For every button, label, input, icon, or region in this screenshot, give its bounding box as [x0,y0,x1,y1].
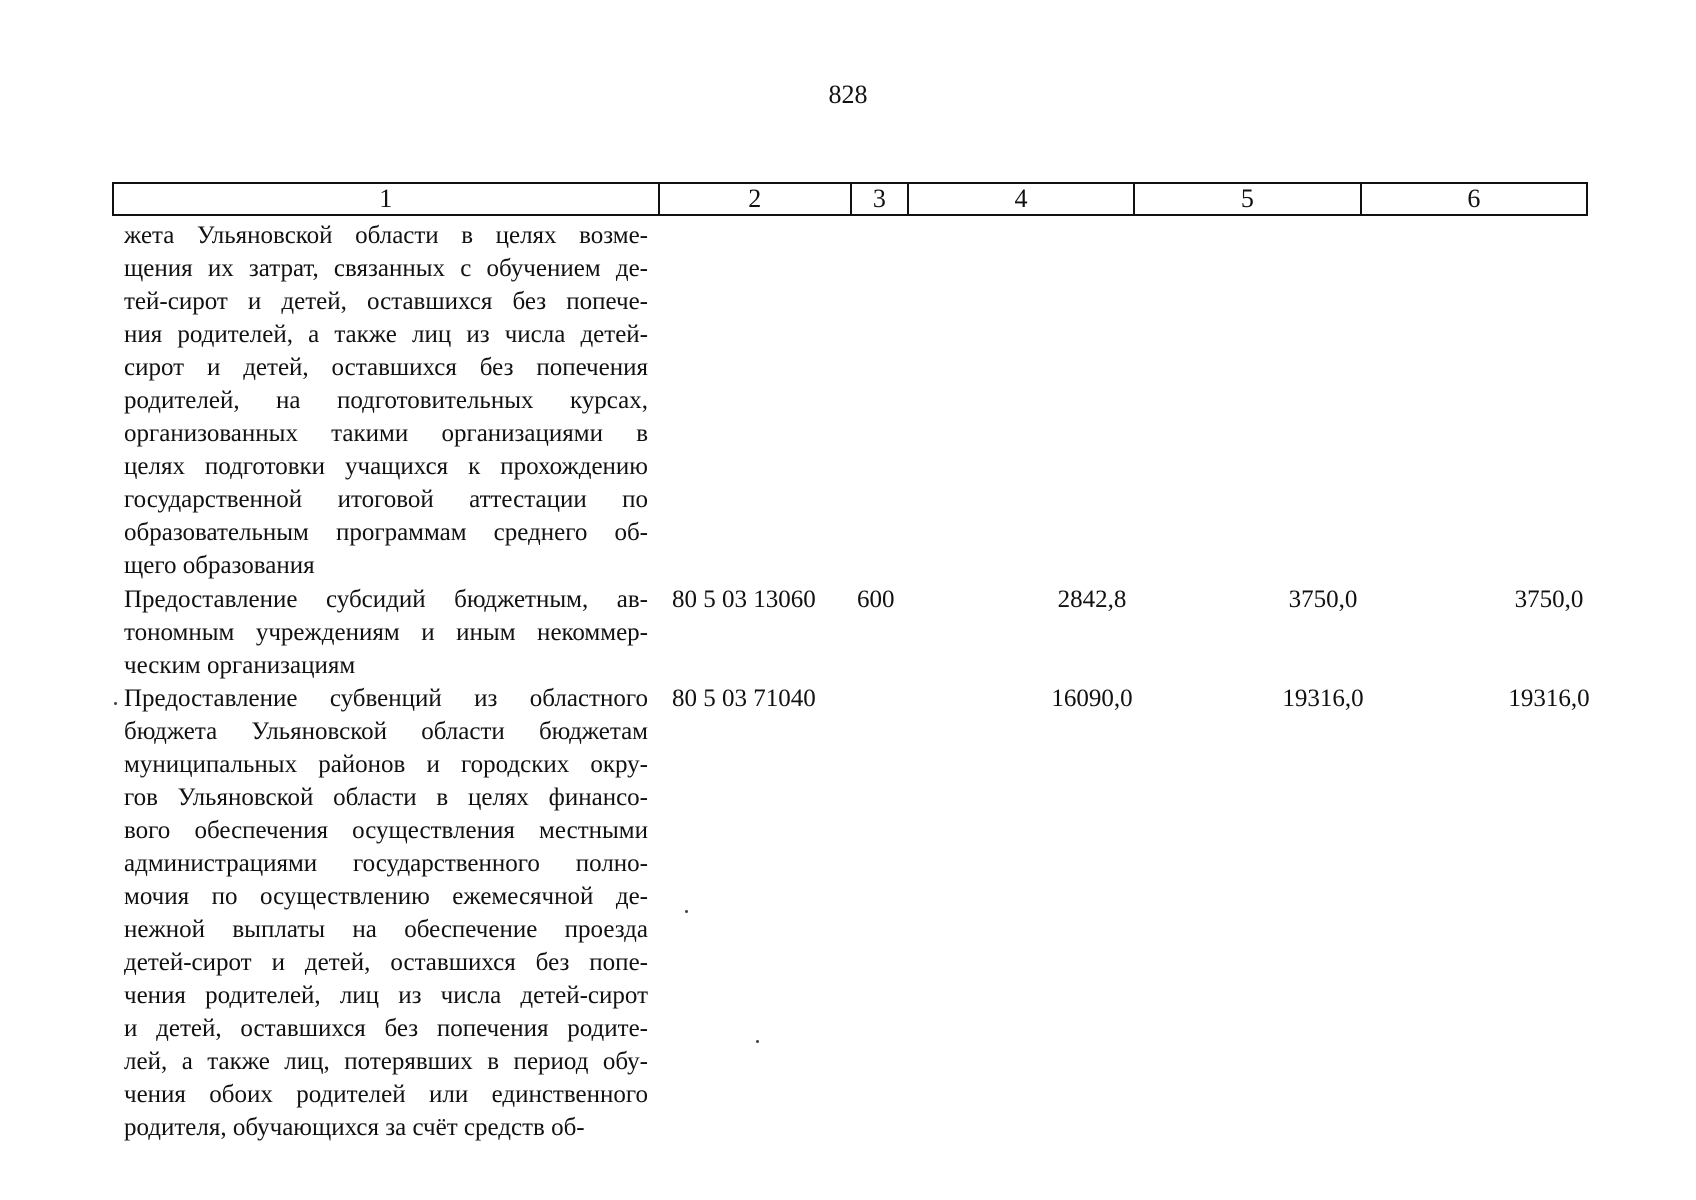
page-number: 828 [828,80,868,109]
row-type: 600 [857,586,895,613]
row-value-col6: 3750,0 [1514,586,1584,613]
description-line: нежной выплаты на обеспечение проезда [124,916,648,943]
row-value-col5: 3750,0 [1288,586,1358,613]
description-line: тономным учреждениям и иным некоммер- [124,619,648,646]
header-col-3: 3 [852,184,909,214]
description-line: вого обеспечения осуществления местными [124,817,648,844]
row-description [124,583,648,682]
header-col-5: 5 [1135,184,1361,214]
description-line: Предоставление субсидий бюджетным, ав- [124,586,648,613]
description-line: образовательным программам среднего об- [124,519,648,546]
description-line: лей, а также лиц, потерявших в период обу- [124,1048,648,1075]
description-line: жета Ульяновской области в целях возме- [124,222,648,249]
description-line: ческим организациям [124,652,356,679]
description-line: сирот и детей, оставшихся без попечения [124,354,648,381]
scan-speck [685,910,688,913]
scan-speck [114,702,117,705]
description-line: и детей, оставшихся без попечения родите- [124,1015,648,1042]
description-line: щения их затрат, связанных с обучением де- [124,255,648,282]
header-col-4: 4 [909,184,1135,214]
header-col-2: 2 [660,184,852,214]
header-col-6: 6 [1467,184,1481,213]
description-line: мочия по осуществлению ежемесячной де- [124,883,648,910]
header-col-1: 1 [114,184,660,214]
description-line: родителей, на подготовительных курсах, [124,387,648,414]
description-line: чения родителей, лиц из числа детей-сирот [124,982,648,1009]
row-description [124,219,648,582]
description-line: муниципальных районов и городских окру- [124,751,648,778]
scan-speck [756,1040,759,1043]
description-line: гов Ульяновской области в целях финансо- [124,784,648,811]
description-line: администрациями государственного полно- [124,850,648,877]
description-line: организованных такими организациями в [124,420,648,447]
description-line: государственной итоговой аттестации по [124,486,648,513]
description-line: щего образования [124,552,315,579]
row-value-col5: 19316,0 [1282,685,1364,712]
description-line: детей-сирот и детей, оставшихся без попе- [124,949,648,976]
row-code: 80 5 03 71040 [672,685,816,712]
description-line: тей-сирот и детей, оставшихся без попече- [124,288,648,315]
row-value-col6: 19316,0 [1508,685,1590,712]
row-description [124,682,648,1144]
description-line: чения обоих родителей или единственного [124,1081,648,1108]
row-code: 80 5 03 13060 [672,586,816,613]
table-header [112,182,1588,216]
description-line: родителя, обучающихся за счёт средств об- [124,1114,585,1141]
description-line: бюджета Ульяновской области бюджетам [124,718,648,745]
description-line: Предоставление субвенций из областного [124,685,648,712]
description-line: ния родителей, а также лиц из числа детей- [124,321,648,348]
description-line: целях подготовки учащихся к прохождению [124,453,648,480]
row-value-col4: 2842,8 [1057,586,1127,613]
row-value-col4: 16090,0 [1051,685,1133,712]
